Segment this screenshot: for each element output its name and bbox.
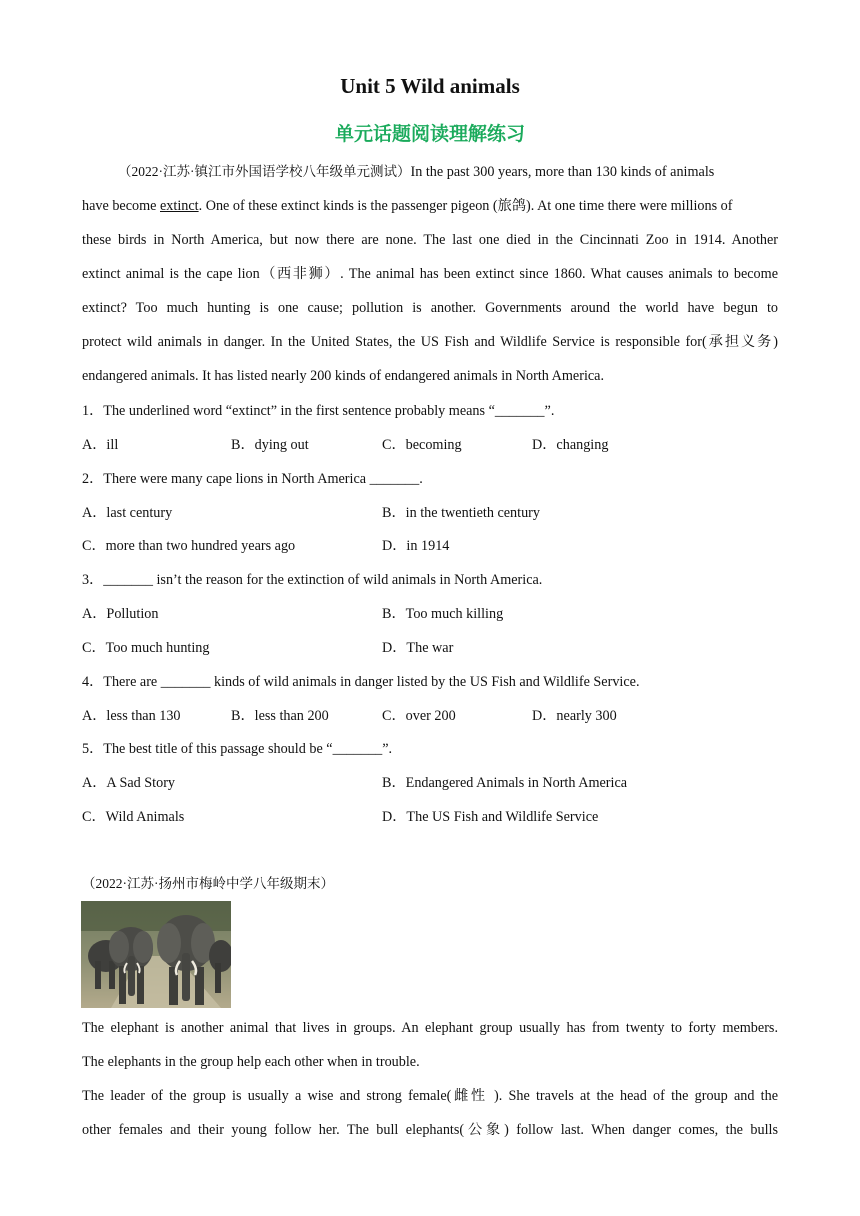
elephant-herd-photo xyxy=(81,901,231,1008)
passage-1-line-6: protect wild animals in danger. In the United States, the US Fish and Wildlife Service is responsible for(承担义务) xyxy=(82,334,778,350)
question-5-option-d[interactable]: D．The US Fish and Wildlife Service xyxy=(382,809,599,825)
passage-2 xyxy=(82,1011,778,1147)
question-4-option-b[interactable]: B．less than 200 xyxy=(231,708,329,724)
page-subtitle: 单元话题阅读理解练习 xyxy=(334,123,525,145)
passage-1-text: In the past 300 years, more than 130 kinds of animals xyxy=(410,164,715,180)
question-4: 4．There are _______ kinds of wild animals in danger listed by the US Fish and Wildlife Service. xyxy=(82,674,640,690)
question-1: 1．The underlined word “extinct” in the first sentence probably means “_______”. xyxy=(82,403,555,419)
question-3-option-a[interactable]: A．Pollution xyxy=(82,606,159,622)
passage-1-line-1 xyxy=(82,155,778,189)
passage-1-text: . One of these extinct kinds is the passenger pigeon (旅鸽). At one time there were millions of xyxy=(198,198,733,214)
question-4-option-a[interactable]: A．less than 130 xyxy=(82,708,181,724)
question-4-option-c[interactable]: C．over 200 xyxy=(382,708,456,724)
passage-1-text: have become xyxy=(82,198,160,214)
question-1-option-d[interactable]: D．changing xyxy=(532,437,609,453)
passage-1-line-3: these birds in North America, but now there are none. The last one died in the Cincinnati Zoo in 1914. Another xyxy=(82,232,778,248)
passage-1-source: （2022·江苏·镇江市外国语学校八年级单元测试） xyxy=(118,164,411,179)
question-3-option-c[interactable]: C．Too much hunting xyxy=(82,640,210,656)
passage-1-line-4: extinct animal is the cape lion（西非狮）. The animal has been extinct since 1860. What causes animals to become xyxy=(82,266,778,282)
passage-1-line-2 xyxy=(82,189,778,223)
question-3-option-b[interactable]: B．Too much killing xyxy=(382,606,504,622)
passage-2-source: （2022·江苏·扬州市梅岭中学八年级期末） xyxy=(82,876,334,891)
question-1-option-a[interactable]: A．ill xyxy=(82,437,119,453)
passage-1-line-5: extinct? Too much hunting is one cause; pollution is another. Governments around the world have begun to xyxy=(82,300,778,316)
passage-1 xyxy=(82,155,778,393)
passage-2-line-2: The elephants in the group help each other when in trouble. xyxy=(82,1054,420,1070)
question-2-option-d[interactable]: D．in 1914 xyxy=(382,538,450,554)
question-5: 5．The best title of this passage should be “_______”. xyxy=(82,741,393,757)
question-4-option-d[interactable]: D．nearly 300 xyxy=(532,708,617,724)
question-1-option-b[interactable]: B．dying out xyxy=(231,437,309,453)
question-2: 2．There were many cape lions in North America _______. xyxy=(82,471,423,487)
passage-2-line-4: other females and their young follow her. The bull elephants(公象) follow last. When danger comes, the bulls xyxy=(82,1122,778,1138)
question-2-option-a[interactable]: A．last century xyxy=(82,505,173,521)
question-5-option-a[interactable]: A．A Sad Story xyxy=(82,775,176,791)
passage-1-line-7: endangered animals. It has listed nearly 200 kinds of endangered animals in North America. xyxy=(82,368,605,384)
underlined-word-extinct: extinct xyxy=(160,198,199,214)
question-3: 3．_______ isn’t the reason for the extinction of wild animals in North America. xyxy=(82,572,543,588)
question-3-option-d[interactable]: D．The war xyxy=(382,640,454,656)
passage-2-line-3: The leader of the group is usually a wise and strong female(雌性 ). She travels at the head of the group and the xyxy=(82,1088,778,1104)
question-5-option-c[interactable]: C．Wild Animals xyxy=(82,809,185,825)
question-2-option-b[interactable]: B．in the twentieth century xyxy=(382,505,540,521)
question-2-option-c[interactable]: C．more than two hundred years ago xyxy=(82,538,296,554)
question-5-option-b[interactable]: B．Endangered Animals in North America xyxy=(382,775,628,791)
passage-2-line-1: The elephant is another animal that lives in groups. An elephant group usually has from twenty to forty members. xyxy=(82,1020,778,1036)
question-1-option-c[interactable]: C．becoming xyxy=(382,437,462,453)
page-title: Unit 5 Wild animals xyxy=(340,74,520,98)
